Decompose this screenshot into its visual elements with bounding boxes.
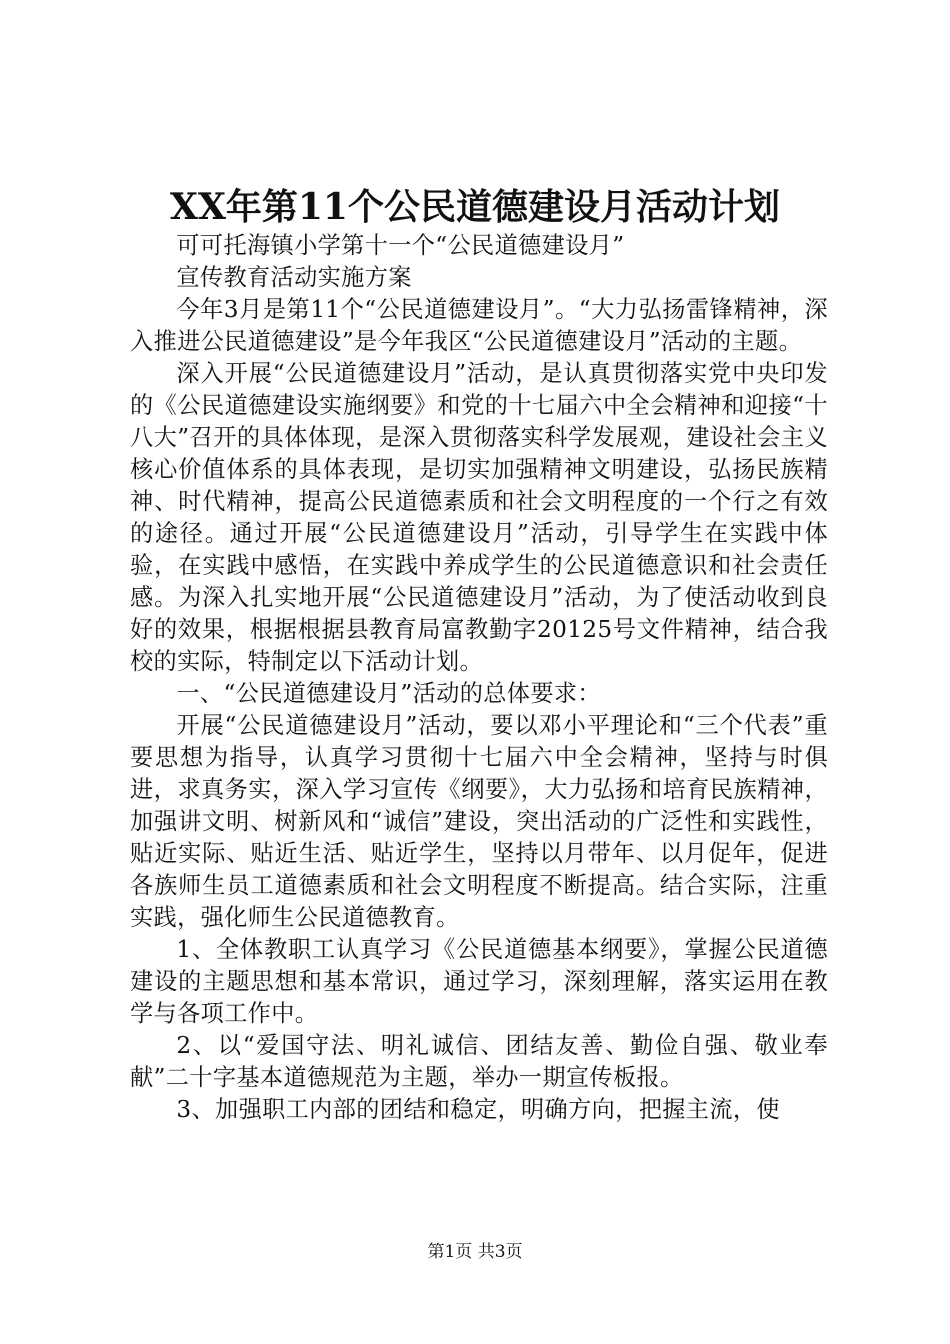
list-item-1: 1、全体教职工认真学习《公民道德基本纲要》，掌握公民道德建设的主题思想和基本常识，通过学习，深刻理解，落实运用在教学与各项工作中。 — [130, 936, 828, 1027]
list-item-2: 2、以“爱国守法、明礼诚信、团结友善、勤俭自强、敬业奉献”二十字基本道德规范为主题，举办一期宣传板报。 — [130, 1032, 828, 1091]
list-item-3: 3、加强职工内部的团结和稳定，明确方向，把握主流，使 — [176, 1096, 780, 1123]
document-body — [130, 230, 828, 1126]
paragraph-theme: 今年3月是第11个“公民道德建设月”。“大力弘扬雷锋精神，深入推进公民道德建设”是今年我区“公民道德建设月”活动的主题。 — [130, 296, 828, 355]
page-number-footer: 第1页 共3页 — [427, 1242, 523, 1262]
section-heading-overall-requirements: 一、“公民道德建设月”活动的总体要求： — [176, 680, 601, 707]
paragraph-significance: 深入开展“公民道德建设月”活动，是认真贯彻落实党中央印发的《公民道德建设实施纲要》和党的十七届六中全会精神和迎接“十八大”召开的具体体现，是深入贯彻落实科学发展观，建设社会主义核心价值体系的具体表现，是切实加强精神文明建设，弘扬民族精神、时代精神，提高公民道德素质和社会文明程度的一个行之有效的途径。通过开展“公民道德建设月”活动，引导学生在实践中体验，在实践中感悟，在实践中养成学生的公民道德意识和社会责任感。为深入扎实地开展“公民道德建设月”活动，为了使活动收到良好的效果，根据根据县教育局富教勤字20125号文件精神，结合我校的实际，特制定以下活动计划。 — [130, 360, 828, 675]
paragraph-school-name: 可可托海镇小学第十一个“公民道德建设月” — [176, 232, 625, 259]
document-title: XX年第11个公民道德建设月活动计划 — [170, 186, 780, 228]
paragraph-requirements: 开展“公民道德建设月”活动，要以邓小平理论和“三个代表”重要思想为指导，认真学习贯彻十七届六中全会精神，坚持与时俱进，求真务实，深入学习宣传《纲要》，大力弘扬和培育民族精神，加强讲文明、树新风和“诚信”建设，突出活动的广泛性和实践性，贴近实际、贴近生活、贴近学生，坚持以月带年、以月促年，促进各族师生员工道德素质和社会文明程度不断提高。结合实际，注重实践，强化师生公民道德教育。 — [130, 712, 828, 931]
paragraph-plan-subtitle: 宣传教育活动实施方案 — [176, 264, 412, 291]
